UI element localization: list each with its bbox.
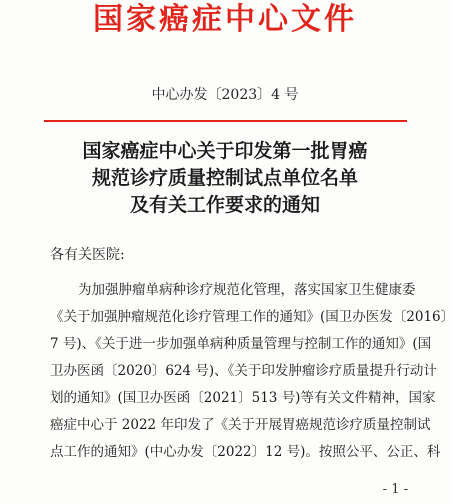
body-line: 为加强肿瘤单病种诊疗规范化管理，落实国家卫生健康委 — [78, 282, 416, 298]
addressee: 各有关医院: — [50, 247, 125, 263]
red-divider-line — [44, 120, 407, 122]
body-line: 癌症中心于 2022 年印发了《关于开展胃癌规范诊疗质量控制试 — [50, 417, 431, 433]
body-paragraph — [50, 277, 454, 466]
document-header-title: 国家癌症中心文件 — [93, 2, 357, 37]
document-number: 中心办发〔2023〕4 号 — [151, 87, 299, 103]
notice-title-line: 及有关工作要求的通知 — [129, 194, 320, 216]
body-line: 点工作的通知》(中心办发〔2022〕12 号)。按照公平、公正、科 — [50, 444, 441, 460]
body-line: 划的通知》(国卫办医函〔2021〕513 号)等有关文件精神，国家 — [50, 390, 436, 406]
notice-title-line: 国家癌症中心关于印发第一批胃癌 — [82, 140, 368, 162]
body-line: 《关于加强肿瘤规范化诊疗管理工作的通知》(国卫办医发〔2016〕 — [50, 309, 454, 325]
notice-title-line: 规范诊疗质量控制试点单位名单 — [91, 167, 358, 189]
body-line: 7 号)、《关于进一步加强单病种质量管理与控制工作的通知》(国 — [50, 336, 432, 352]
notice-title — [0, 138, 450, 219]
body-line: 卫办医函〔2020〕624 号)、《关于印发肿瘤诊疗质量提升行动计 — [50, 363, 437, 379]
page-number: - 1 - — [382, 482, 408, 497]
